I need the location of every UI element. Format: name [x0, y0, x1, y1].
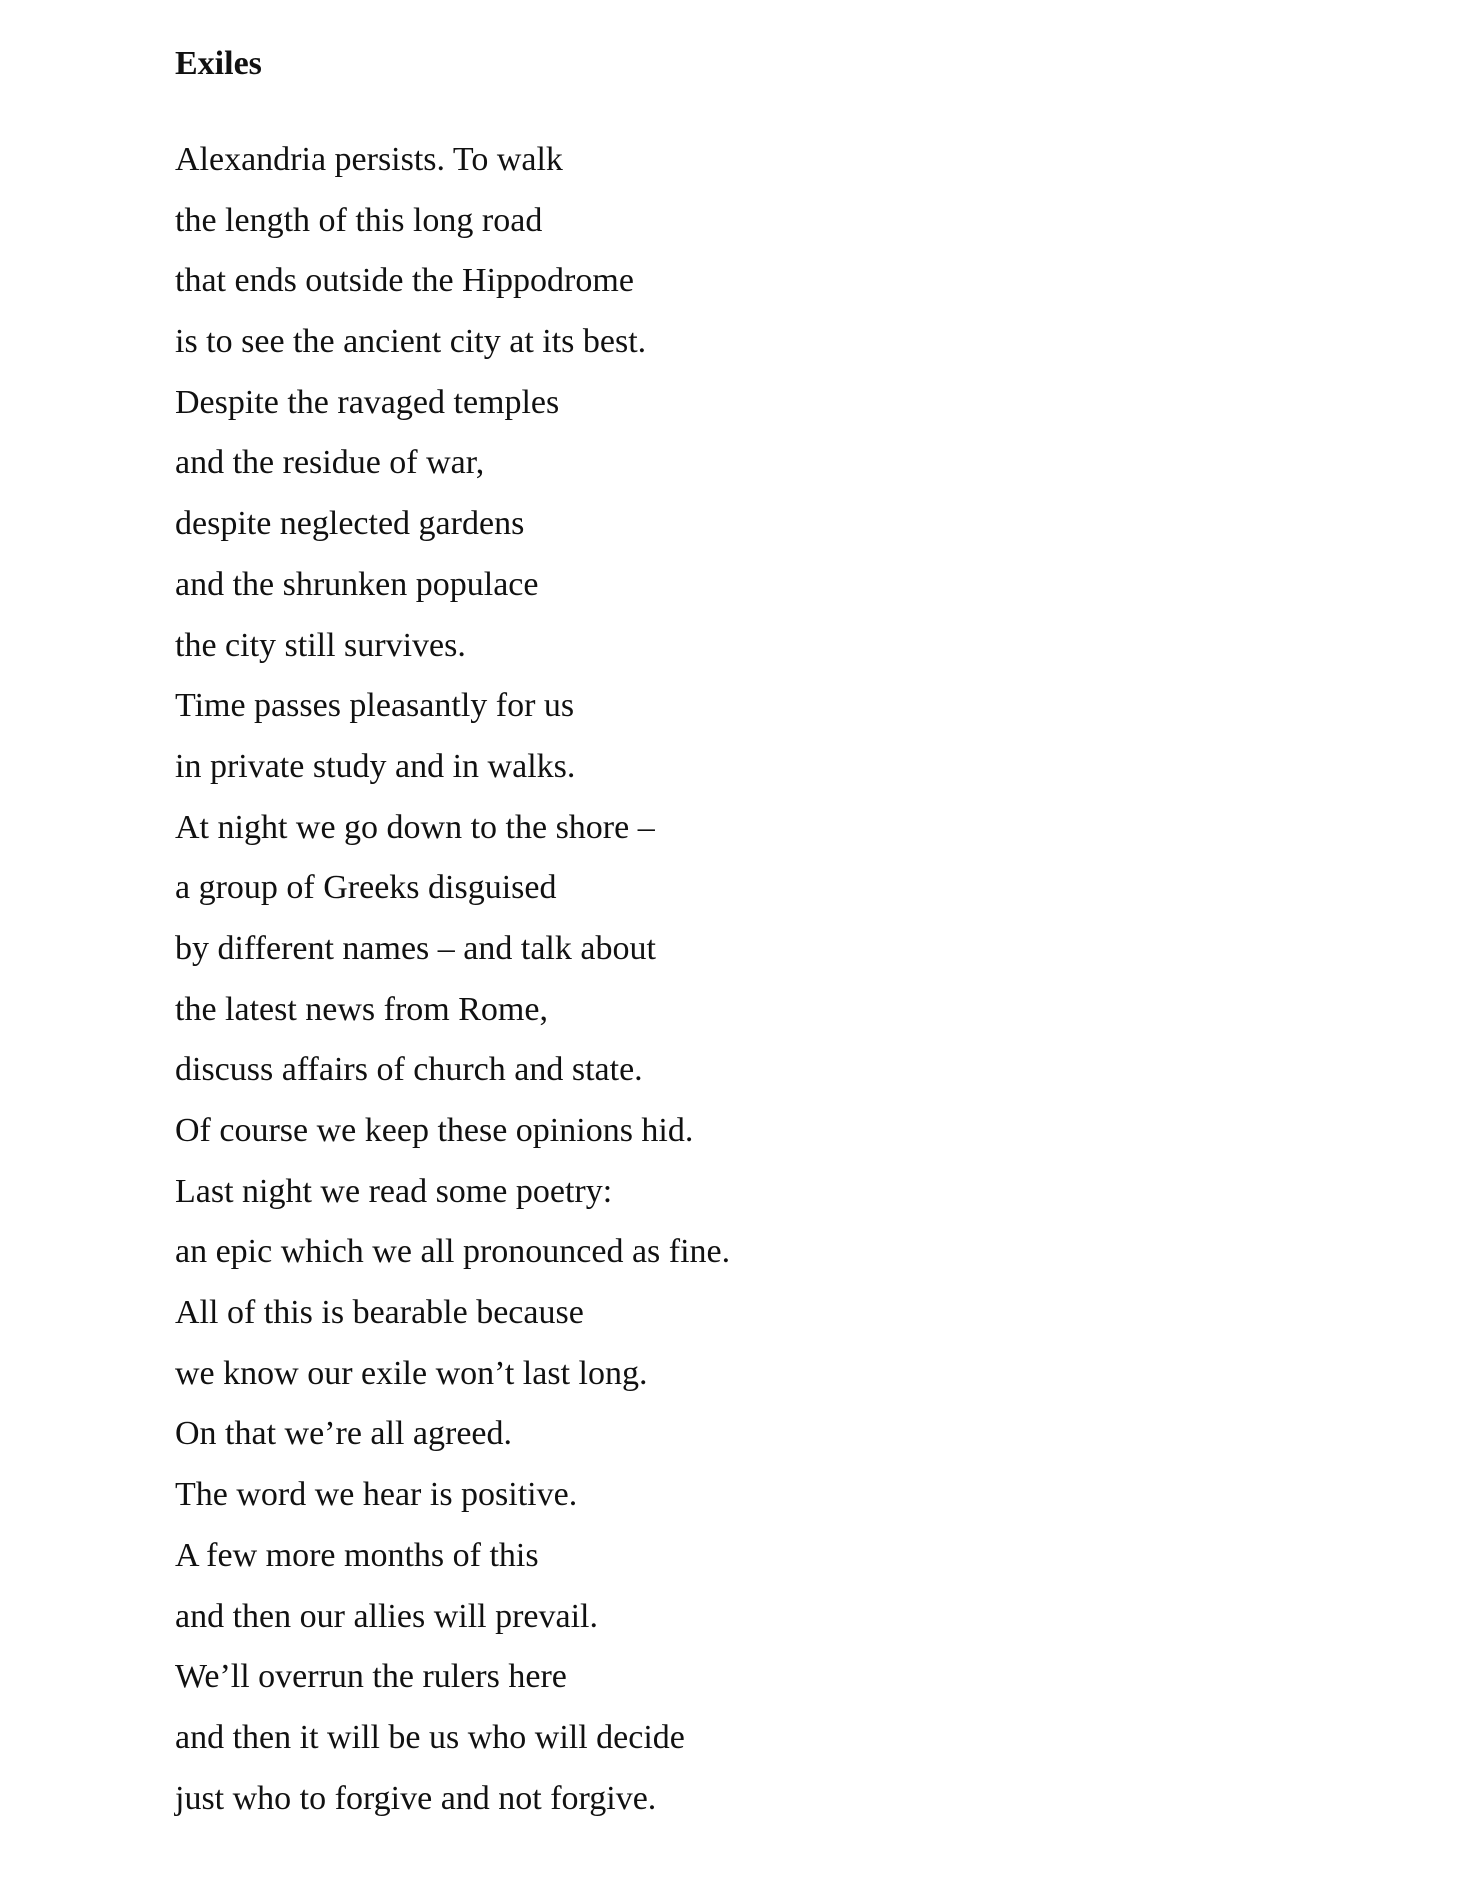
poem-line: the city still survives.	[175, 626, 466, 664]
poem-line: Time passes pleasantly for us	[175, 687, 575, 725]
poem-line: and the residue of war,	[175, 444, 485, 482]
poem-line: that ends outside the Hippodrome	[175, 262, 634, 300]
poem-line: an epic which we all pronounced as fine.	[175, 1233, 731, 1271]
poem-line: a group of Greeks disguised	[175, 869, 557, 907]
poem-line: Despite the ravaged temples	[175, 383, 560, 421]
poem-line: Last night we read some poetry:	[175, 1172, 613, 1210]
poem-title: Exiles	[175, 45, 262, 82]
poem-line: Of course we keep these opinions hid.	[175, 1112, 694, 1149]
poem-line: At night we go down to the shore –	[175, 808, 655, 846]
poem-line: The word we hear is positive.	[175, 1476, 578, 1514]
poem-line: is to see the ancient city at its best.	[175, 323, 647, 361]
poem-line: On that we’re all agreed.	[175, 1415, 512, 1453]
poem-line: All of this is bearable because	[175, 1294, 584, 1332]
poem-line: A few more months of this	[175, 1536, 539, 1574]
poem-line: in private study and in walks.	[175, 747, 576, 785]
poem-line: despite neglected gardens	[175, 505, 525, 543]
poem-line: we know our exile won’t last long.	[175, 1354, 648, 1392]
poem-line: the length of this long road	[175, 201, 543, 239]
poem-line: by different names – and talk about	[175, 929, 656, 967]
poem-line: the latest news from Rome,	[175, 990, 548, 1028]
poem-line: discuss affairs of church and state.	[175, 1051, 643, 1089]
poem-line: Alexandria persists. To walk	[175, 141, 563, 178]
poem-line: and then our allies will prevail.	[175, 1597, 598, 1635]
poem-body	[175, 136, 730, 1835]
poem-line: and then it will be us who will decide	[175, 1718, 685, 1756]
poem-line: just who to forgive and not forgive.	[175, 1779, 657, 1817]
poem-line: and the shrunken populace	[175, 565, 539, 603]
poem-line: We’ll overrun the rulers here	[175, 1658, 567, 1696]
